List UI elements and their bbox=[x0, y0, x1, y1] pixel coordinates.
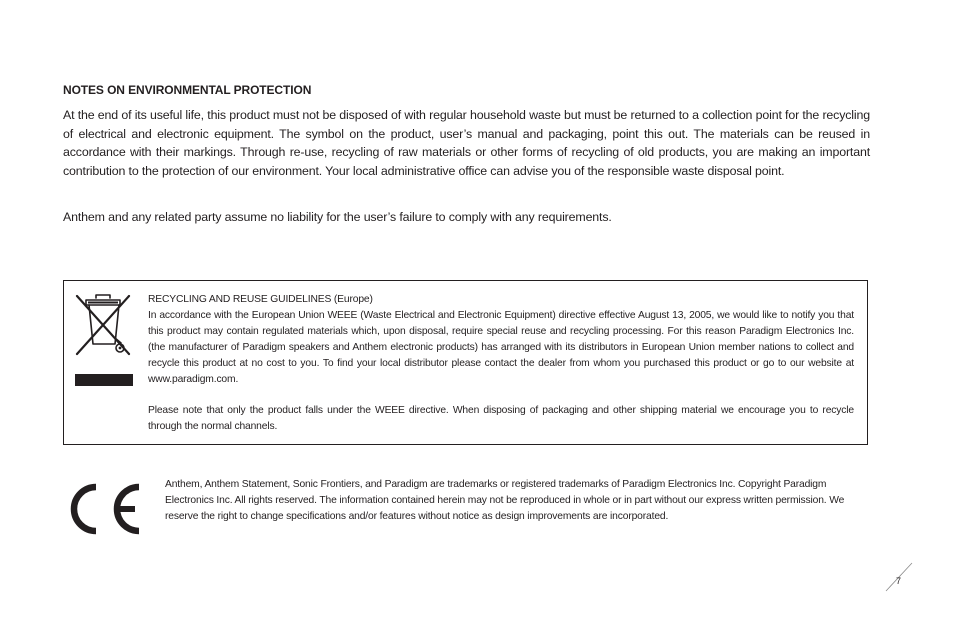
crossed-out-wheelie-bin-icon bbox=[74, 292, 132, 356]
recycling-notice-box bbox=[63, 280, 868, 445]
ce-mark-icon bbox=[65, 481, 141, 537]
legal-notice: Anthem, Anthem Statement, Sonic Frontiers, and Paradigm are trademarks or registered trademarks of Paradigm Electronics Inc. Copyright Paradigm Electronics Inc. All rights reserved. The information contained herein may not be reproduced in whole or in part without our express written permission. We reserve the right to change specifications and/or features without notice as design improvements are incorporated. bbox=[165, 479, 845, 522]
section-heading: NOTES ON ENVIRONMENTAL PROTECTION bbox=[63, 83, 312, 97]
page-number: 7 bbox=[896, 576, 902, 586]
recycling-notice-text bbox=[148, 292, 854, 435]
liability-paragraph: Anthem and any related party assume no liability for the user’s failure to comply with any requirements. bbox=[63, 210, 612, 224]
recycling-note: Please note that only the product falls under the WEEE directive. When disposing of packaging and other shipping material we encourage you to recycle through the normal channels. bbox=[148, 404, 854, 432]
bin-underline-bar bbox=[75, 374, 133, 386]
recycling-title: RECYCLING AND REUSE GUIDELINES (Europe) bbox=[148, 294, 373, 305]
environment-paragraph: At the end of its useful life, this product must not be disposed of with regular household waste but must be returned to a collection point for the recycling of electrical and electronic equipment. The symbol on the product, user’s manual and packaging, point this out. The materials can be reused in accordance with their markings. Through re-use, recycling of raw materials or other forms of recycling of old products, you are making an important contribution to the protection of our environment. Your local administrative office can advise you of the responsible waste disposal point. bbox=[63, 108, 870, 179]
recycling-body: In accordance with the European Union WEEE (Waste Electrical and Electronic Equipment) directive effective August 13, 2005, we would like to notify you that this product may contain regulated materials which, upon disposal, require special reuse and recycling processing. For this reason Paradigm Electronics Inc. (the manufacturer of Paradigm speakers and Anthem electronic products) has arranged with its distributors in European Union member nations to collect and recycle this product at no cost to you. To find your local distributor please contact the dealer from whom you purchased this product or go to our website at www.paradigm.com. bbox=[148, 310, 854, 386]
